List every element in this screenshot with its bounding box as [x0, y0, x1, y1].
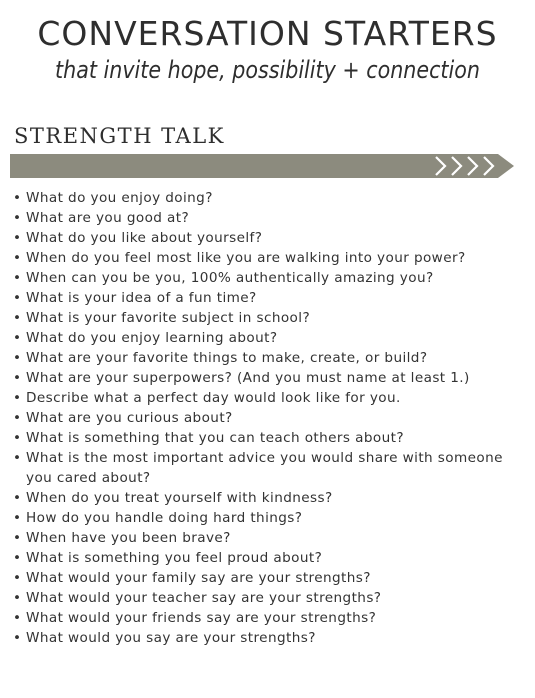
list-item [10, 568, 525, 588]
bullet-icon: • [13, 410, 22, 426]
list-item [10, 248, 525, 268]
question-text: What do you enjoy doing? [26, 190, 213, 206]
banner-bar [10, 154, 498, 178]
bullet-icon: • [13, 330, 22, 346]
bullet-icon: • [13, 310, 22, 326]
question-text: How do you handle doing hard things? [26, 510, 303, 526]
bullet-icon: • [13, 510, 22, 526]
section-heading: STRENGTH TALK [14, 124, 225, 148]
question-text: What is the most important advice you would share with someone you cared about? [26, 450, 503, 486]
question-text: What would your friends say are your strengths? [26, 610, 377, 626]
list-item [10, 348, 525, 368]
question-text: What would you say are your strengths? [26, 630, 316, 646]
question-list [10, 188, 525, 648]
bullet-icon: • [13, 270, 22, 286]
bullet-icon: • [13, 230, 22, 246]
question-text: Describe what a perfect day would look like for you. [26, 390, 401, 406]
list-item [10, 268, 525, 288]
list-item [10, 488, 525, 508]
bullet-icon: • [13, 290, 22, 306]
list-item [10, 628, 525, 648]
bullet-icon: • [13, 490, 22, 506]
list-item [10, 188, 525, 208]
bullet-icon: • [13, 450, 22, 466]
question-text: What are you curious about? [26, 410, 233, 426]
bullet-icon: • [13, 630, 22, 646]
question-text: What are you good at? [26, 210, 190, 226]
question-text: When do you treat yourself with kindness? [26, 490, 333, 506]
bullet-icon: • [13, 590, 22, 606]
list-item [10, 448, 525, 488]
list-item [10, 408, 525, 428]
question-text: What do you enjoy learning about? [26, 330, 278, 346]
question-text: What is your idea of a fun time? [26, 290, 257, 306]
question-text: When can you be you, 100% authentically amazing you? [26, 270, 434, 286]
question-text: What is something you feel proud about? [26, 550, 323, 566]
question-text: When have you been brave? [26, 530, 231, 546]
question-text: What is your favorite subject in school? [26, 310, 311, 326]
bullet-icon: • [13, 190, 22, 206]
question-text: What are your favorite things to make, create, or build? [26, 350, 428, 366]
page-title: CONVERSATION STARTERS [37, 14, 498, 53]
bullet-icon: • [13, 370, 22, 386]
list-item [10, 368, 525, 388]
list-item [10, 388, 525, 408]
list-item [10, 428, 525, 448]
question-text: What would your family say are your strengths? [26, 570, 371, 586]
list-item [10, 208, 525, 228]
list-item [10, 328, 525, 348]
bullet-icon: • [13, 250, 22, 266]
bullet-icon: • [13, 610, 22, 626]
question-text: What do you like about yourself? [26, 230, 263, 246]
bullet-icon: • [13, 550, 22, 566]
banner-tip [498, 154, 514, 178]
page-subtitle: that invite hope, possibility + connection [55, 56, 480, 84]
list-item [10, 308, 525, 328]
list-item [10, 548, 525, 568]
bullet-icon: • [13, 350, 22, 366]
list-item [10, 508, 525, 528]
list-item [10, 528, 525, 548]
question-text: What are your superpowers? (And you must name at least 1.) [26, 370, 470, 386]
bullet-icon: • [13, 430, 22, 446]
bullet-icon: • [13, 570, 22, 586]
bullet-icon: • [13, 390, 22, 406]
list-item [10, 288, 525, 308]
question-text: What would your teacher say are your strengths? [26, 590, 382, 606]
question-text: What is something that you can teach others about? [26, 430, 404, 446]
bullet-icon: • [13, 530, 22, 546]
list-item [10, 228, 525, 248]
question-text: When do you feel most like you are walking into your power? [26, 250, 466, 266]
arrow-banner [10, 154, 514, 178]
list-item [10, 588, 525, 608]
bullet-icon: • [13, 210, 22, 226]
list-item [10, 608, 525, 628]
